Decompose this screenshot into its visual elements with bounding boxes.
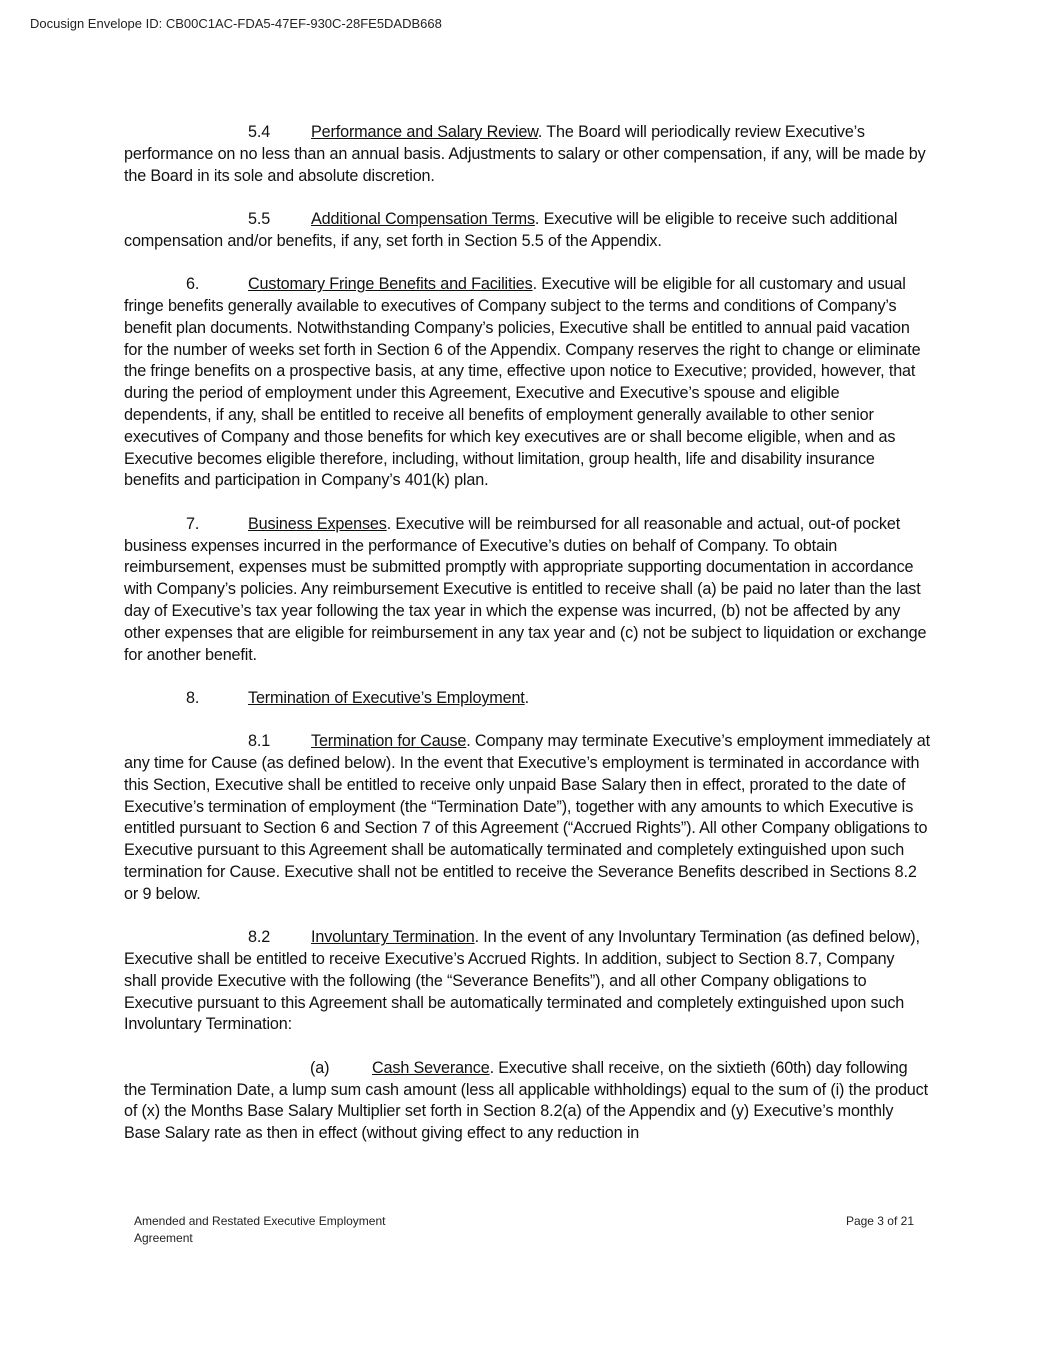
section-title: Termination of Executive’s Employment — [248, 688, 525, 707]
section-title: Additional Compensation Terms — [311, 209, 535, 228]
section-text: . Executive shall receive, on the sixtieth (60th) day following the Termination Date, a lump sum cash amount (less all applicable withholdings) equal to the sum of (i) the product of (x) the Months Base Salary Multiplier set forth in Section 8.2(a) of the Appendix and (y) Executive’s monthly Base Salary rate as then in effect (without giving effect to any reduction in — [124, 1058, 928, 1143]
footer-page-number: Page 3 of 21 — [845, 1214, 914, 1228]
envelope-id: Docusign Envelope ID: CB00C1AC-FDA5-47EF-930C-28FE5DADB668 — [30, 16, 442, 31]
section-text: . Executive will be eligible to receive such additional compensation and/or benefits, if any, set forth in Section 5.5 of the Appendix. — [124, 209, 898, 250]
section-number: 5.5 — [248, 209, 271, 228]
section-8 — [124, 688, 930, 710]
section-number: (a) — [310, 1058, 330, 1077]
section-text: . Company may terminate Executive’s employment immediately at any time for Cause (as defined below). In the event that Executive’s employment is terminated in accordance with this Section, Executive shall be entitled to receive only unpaid Base Salary then in effect, prorated to the date of Executive’s termination of employment (the “Termination Date”), together with any amounts to which Executive is entitled pursuant to Section 6 and Section 7 of this Agreement (“Accrued Rights”). All other Company obligations to Executive pursuant to this Agreement shall be automatically terminated and completely extinguished upon such termination for Cause. Executive shall not be entitled to receive the Severance Benefits described in Sections 8.2 or 9 below. — [124, 732, 930, 903]
section-number: 6. — [186, 275, 200, 294]
section-title: Cash Severance — [372, 1058, 490, 1077]
section-number: 5.4 — [248, 123, 271, 141]
section-text: . In the event of any Involuntary Termination (as defined below), Executive shall be entitled to receive Executive’s Accrued Rights. In addition, subject to Section 8.7, Company shall provide Executive with the following (the “Severance Benefits”), and all other Company obligations to Executive pursuant to this Agreement shall be automatically terminated and completely extinguished upon such Involuntary Termination: — [124, 928, 920, 1034]
document-body — [124, 122, 930, 1167]
section-5-5 — [124, 209, 930, 253]
section-number: 8.1 — [248, 732, 271, 751]
section-title: Business Expenses — [248, 514, 387, 533]
section-title: Termination for Cause — [311, 732, 467, 751]
section-title: Customary Fringe Benefits and Facilities — [248, 275, 533, 294]
section-8-2-a — [124, 1058, 930, 1145]
section-number: 8.2 — [248, 928, 271, 947]
section-text: . Executive will be eligible for all customary and usual fringe benefits generally available to executives of Company subject to the terms and conditions of Company’s benefit plan documents. Notwithstanding Company’s policies, Executive shall be entitled to annual paid vacation for the number of weeks set forth in Section 6 of the Appendix. Company reserves the right to change or eliminate the fringe benefits on a prospective basis, at any time, effective upon notice to Executive; provided, however, that during the period of employment under this Agreement, Executive and Executive’s spouse and eligible dependents, if any, shall be entitled to receive all benefits of employment generally available to other senior executives of Company and those benefits for which key executives are or shall become eligible, when and as Executive becomes eligible therefore, including, without limitation, group health, life and disability insurance benefits and participation in Company’s 401(k) plan. — [124, 275, 921, 490]
section-text: . Executive will be reimbursed for all reasonable and actual, out-of pocket business expenses incurred in the performance of Executive’s duties on behalf of Company. To obtain reimbursement, expenses must be submitted promptly with appropriate supporting documentation in accordance with Company’s policies. Any reimbursement Executive is entitled to receive shall (a) be paid no later than the last day of Executive’s tax year following the tax year in which the expense was incurred, (b) not be affected by any other expenses that are eligible for reimbursement in any tax year and (c) not be subject to liquidation or exchange for another benefit. — [124, 514, 927, 664]
section-text: . — [524, 688, 530, 707]
section-title: Involuntary Termination — [311, 928, 475, 947]
section-number: 7. — [186, 514, 200, 533]
section-7 — [124, 514, 930, 667]
section-number: 8. — [186, 688, 200, 707]
section-8-1 — [124, 731, 930, 905]
section-6 — [124, 274, 930, 492]
section-5-4 — [124, 122, 930, 187]
section-8-2 — [124, 927, 930, 1036]
footer-document-title: Amended and Restated Executive Employment Agreement — [134, 1214, 386, 1245]
section-title: Performance and Salary Review — [311, 123, 538, 141]
section-text: . The Board will periodically review Executive’s performance on no less than an annual basis. Adjustments to salary or other compensation, if any, will be made by the Board in its sole and absolute discretion. — [124, 123, 926, 185]
